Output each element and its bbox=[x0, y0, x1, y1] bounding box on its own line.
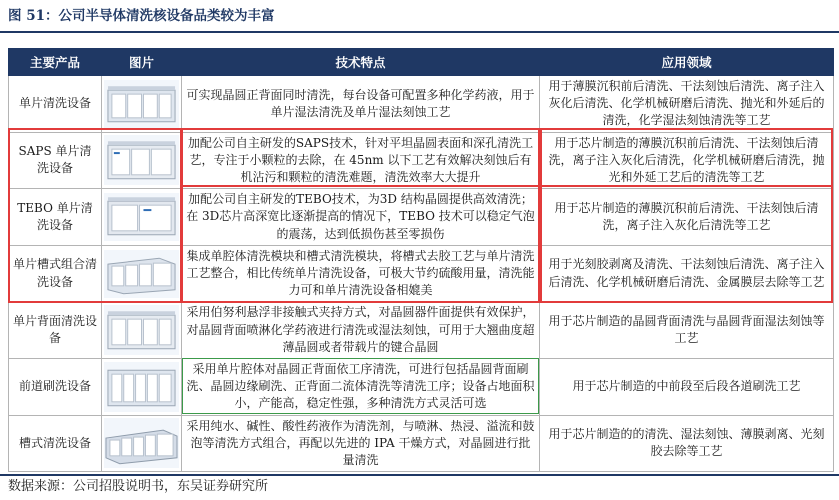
title-rule bbox=[0, 31, 839, 33]
table-header-row bbox=[9, 49, 834, 76]
product-name: SAPS 单片清洗设备 bbox=[9, 132, 102, 189]
application-field: 用于芯片制造的薄膜沉积前后清洗、干法刻蚀后清洗，离子注入灰化后清洗，化学机械研磨后清洗，抛光和外延工艺后的清洗等工艺 bbox=[540, 132, 834, 189]
table-row bbox=[9, 76, 834, 133]
application-field: 用于光刻胶剥离及清洗、干法刻蚀后清洗、离子注入后清洗、化学机械研磨后清洗、金属膜层去除等工艺 bbox=[540, 245, 834, 302]
table-row bbox=[9, 245, 834, 302]
tech-feature: 加配公司自主研发的TEBO技术，为3D 结构晶圆提供高效清洗；在 3D芯片高深宽比逐渐提高的情况下，TEBO 技术可以稳定气泡的震荡，达到低损伤甚至零损伤 bbox=[182, 189, 540, 246]
product-name: 前道刷洗设备 bbox=[9, 359, 102, 416]
wet-bench-machine-image bbox=[104, 418, 179, 468]
backside-cleaning-machine-image bbox=[104, 305, 179, 355]
scrubber-machine-image bbox=[104, 362, 179, 412]
table-row bbox=[9, 415, 834, 472]
header-tech: 技术特点 bbox=[182, 49, 540, 76]
tech-feature: 采用纯水、碱性、酸性药液作为清洗剂，与喷淋、热浸、溢流和鼓泡等清洗方式组合，再配以先进的 IPA 干燥方式，对晶圆进行批量清洗 bbox=[182, 415, 540, 472]
saps-cleaning-machine-image bbox=[104, 135, 179, 185]
figure-title: 图 51：公司半导体清洗核设备品类较为丰富 bbox=[8, 8, 275, 24]
combined-cleaning-machine-image bbox=[104, 250, 179, 298]
product-name: 槽式清洗设备 bbox=[9, 415, 102, 472]
table-row bbox=[9, 132, 834, 189]
header-application: 应用领域 bbox=[540, 49, 834, 76]
tech-feature: 采用单片腔体对晶圆正背面依工序清洗，可进行包括晶圆背面刷洗、晶圆边缘刷洗、正背面二流体清洗等清洗工序；设备占地面积小，产能高，稳定性强，多种清洗方式灵活可选 bbox=[182, 359, 540, 416]
table-row bbox=[9, 359, 834, 416]
single-wafer-cleaning-machine-image bbox=[104, 80, 179, 128]
source-rule bbox=[0, 474, 839, 476]
tech-feature: 加配公司自主研发的SAPS技术，针对平坦晶圆表面和深孔清洗工艺，专注于小颗粒的去除，在 45nm 以下工艺有效解决刻蚀后有机沾污和颗粒的清洗难题，清洗效率大大提升 bbox=[182, 132, 540, 189]
application-field: 用于薄膜沉积前后清洗、干法刻蚀后清洗、离子注入灰化后清洗、化学机械研磨后清洗、抛光和外延后的清洗，化学湿法刻蚀清洗等工艺 bbox=[540, 76, 834, 133]
application-field: 用于芯片制造的中前段至后段各道刷洗工艺 bbox=[540, 359, 834, 416]
application-field: 用于芯片制造的晶圆背面清洗与晶圆背面湿法刻蚀等工艺 bbox=[540, 302, 834, 359]
product-name: 单片背面清洗设备 bbox=[9, 302, 102, 359]
data-source: 数据来源：公司招股说明书，东吴证券研究所 bbox=[8, 479, 269, 494]
header-image: 图片 bbox=[102, 49, 182, 76]
product-name: 单片槽式组合清洗设备 bbox=[9, 245, 102, 302]
tech-feature: 可实现晶圆正背面同时清洗，每台设备可配置多种化学药液，用于单片湿法清洗及单片湿法刻蚀工艺 bbox=[182, 76, 540, 133]
tech-feature: 采用伯努利悬浮非接触式夹持方式，对晶圆器件面提供有效保护，对晶圆背面喷淋化学药液进行清洗或湿法刻蚀，可用于大翘曲度超薄晶圆或者带载片的键合晶圆 bbox=[182, 302, 540, 359]
table-row bbox=[9, 189, 834, 246]
tebo-cleaning-machine-image bbox=[104, 193, 179, 241]
application-field: 用于芯片制造的薄膜沉积前后清洗、干法刻蚀后清洗，离子注入灰化后清洗等工艺 bbox=[540, 189, 834, 246]
equipment-table bbox=[8, 48, 834, 472]
header-product: 主要产品 bbox=[9, 49, 102, 76]
application-field: 用于芯片制造的的清洗、湿法刻蚀、薄膜剥离、光刻胶去除等工艺 bbox=[540, 415, 834, 472]
tech-feature: 集成单腔体清洗模块和槽式清洗模块，将槽式去胶工艺与单片清洗工艺整合，相比传统单片清洗设备，可极大节约硫酸用量，清洗能力可和单片清洗设备相媲美 bbox=[182, 245, 540, 302]
product-name: TEBO 单片清洗设备 bbox=[9, 189, 102, 246]
table-row bbox=[9, 302, 834, 359]
product-name: 单片清洗设备 bbox=[9, 76, 102, 133]
